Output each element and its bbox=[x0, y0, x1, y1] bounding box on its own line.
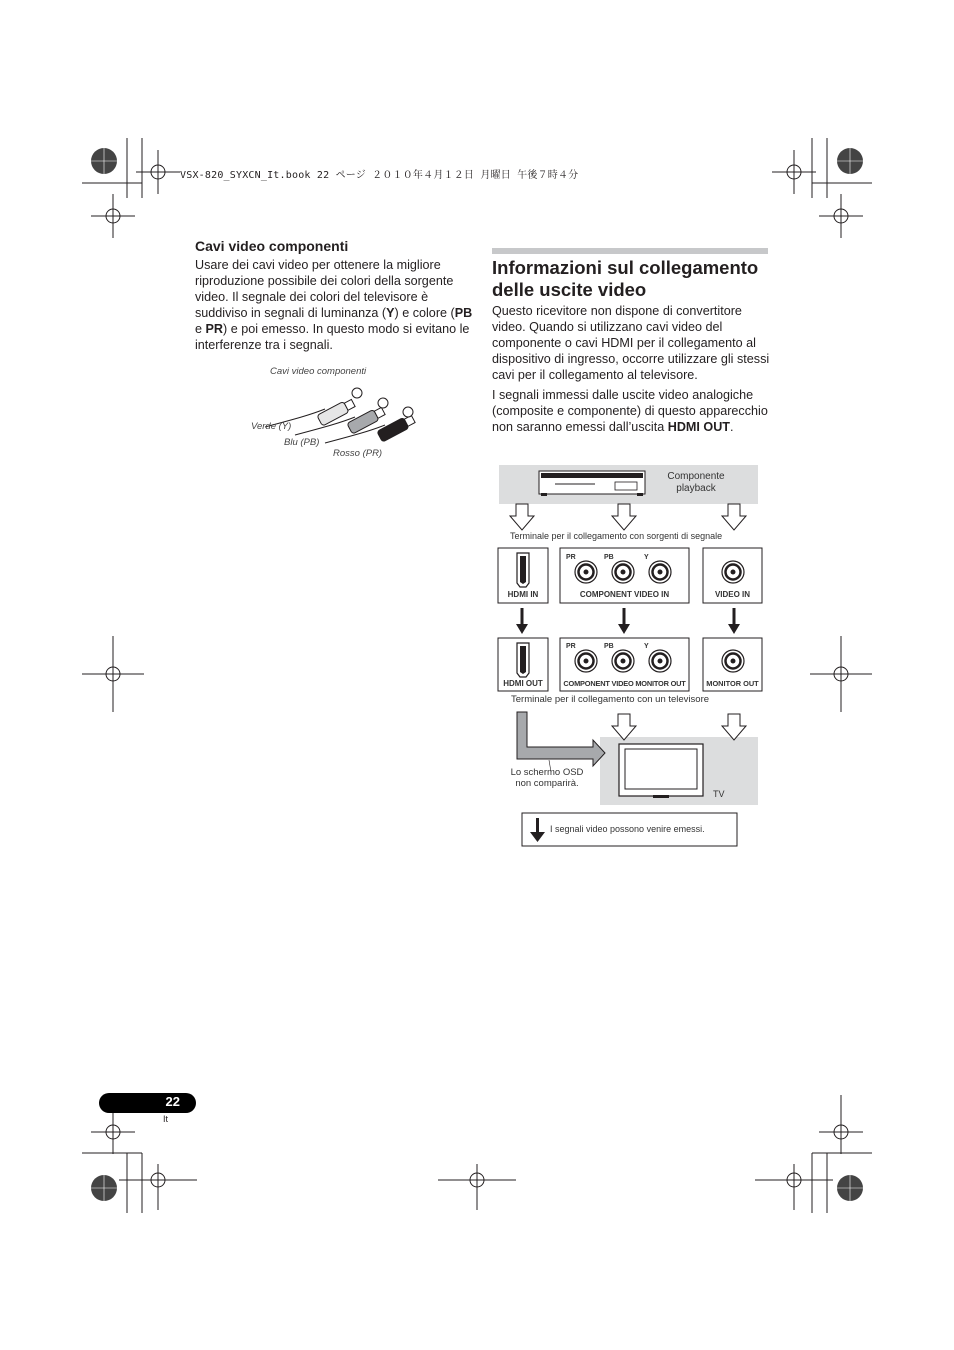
hdmi-to-tv-arrow bbox=[517, 712, 605, 766]
player-device-icon bbox=[539, 471, 645, 496]
para-text: I segnali immessi dalle uscite video analogiche (composite e componente) di questo apparecchio non saranno emessi dall’uscita bbox=[492, 388, 768, 434]
section-bar bbox=[492, 248, 768, 254]
component-in-label: COMPONENT VIDEO IN bbox=[579, 590, 670, 599]
pr-in-label: PR bbox=[566, 554, 576, 561]
hdmi-out-bold: HDMI OUT bbox=[667, 420, 730, 434]
section-heading-component-cables: Cavi video componenti bbox=[195, 238, 349, 254]
hdmi-out-label: HDMI OUT bbox=[503, 679, 543, 688]
video-outputs-paragraph-2 bbox=[492, 387, 772, 435]
osd-note-line2: non comparirà. bbox=[515, 778, 579, 789]
cable-label-blue: Blu (PB) bbox=[284, 437, 320, 448]
pr-out-label: PR bbox=[566, 643, 576, 650]
para-text: . bbox=[729, 420, 734, 434]
file-header: VSX-820_SYXCN_It.book 22 ページ ２０１０年４月１２日 月曜日 午後７時４分 bbox=[180, 170, 579, 181]
legend-text: I segnali video possono venire emessi. bbox=[550, 824, 705, 834]
pb-label: PB bbox=[454, 306, 473, 320]
cable-label-red: Rosso (PR) bbox=[333, 448, 383, 459]
monitor-out-label: MONITOR OUT bbox=[706, 679, 759, 688]
pr-label: PR bbox=[205, 322, 224, 336]
component-cables-paragraph bbox=[195, 257, 473, 353]
para-text: Usare dei cavi video per ottenere la migliore riproduzione possibile dei colori della sorgente video. Il segnale dei colori del televisore è suddiviso in segnali di luminanza ( bbox=[195, 258, 454, 320]
language-code: It bbox=[163, 1114, 169, 1124]
pb-out-label: PB bbox=[604, 643, 614, 650]
tv-icon bbox=[619, 744, 703, 798]
para-text: e bbox=[195, 322, 206, 336]
y-in-label: Y bbox=[644, 554, 649, 561]
component-cables-illustration bbox=[255, 385, 425, 455]
section-title-video-outputs: Informazioni sul collegamento delle uscite video bbox=[492, 257, 759, 300]
pb-in-label: PB bbox=[604, 554, 614, 561]
para-text: ) e colore ( bbox=[394, 306, 455, 320]
page-number-badge bbox=[99, 1093, 196, 1113]
y-out-label: Y bbox=[644, 643, 649, 650]
page-number: 22 bbox=[165, 1094, 180, 1109]
playback-label: Componente playback bbox=[667, 471, 725, 494]
video-outputs-paragraph-1: Questo ricevitore non dispone di convertitore video. Quando si utilizzano cavi video del componente o cavi HDMI per il collegamento al dispositivo di ingresso, occorre utilizzare gli stessi cavi per il collegamento al televisore. bbox=[492, 304, 770, 382]
component-monitor-out-label: COMPONENT VIDEO MONITOR OUT bbox=[563, 679, 686, 688]
video-in-label: VIDEO IN bbox=[714, 590, 751, 599]
hdmi-in-label: HDMI IN bbox=[507, 590, 539, 599]
osd-note-line1: Lo schermo OSD bbox=[510, 767, 584, 778]
para-text: ) e poi emesso. In questo modo si evitano le interferenze tra i segnali. bbox=[195, 322, 470, 352]
source-terminal-label: Terminale per il collegamento con sorgenti di segnale bbox=[510, 531, 723, 541]
tv-terminal-label: Terminale per il collegamento con un televisore bbox=[511, 694, 710, 705]
tv-label: TV bbox=[713, 789, 725, 799]
y-label: Y bbox=[386, 306, 395, 320]
cable-label-green: Verde (Y) bbox=[251, 421, 292, 432]
cables-figure-caption: Cavi video componenti bbox=[270, 366, 367, 377]
